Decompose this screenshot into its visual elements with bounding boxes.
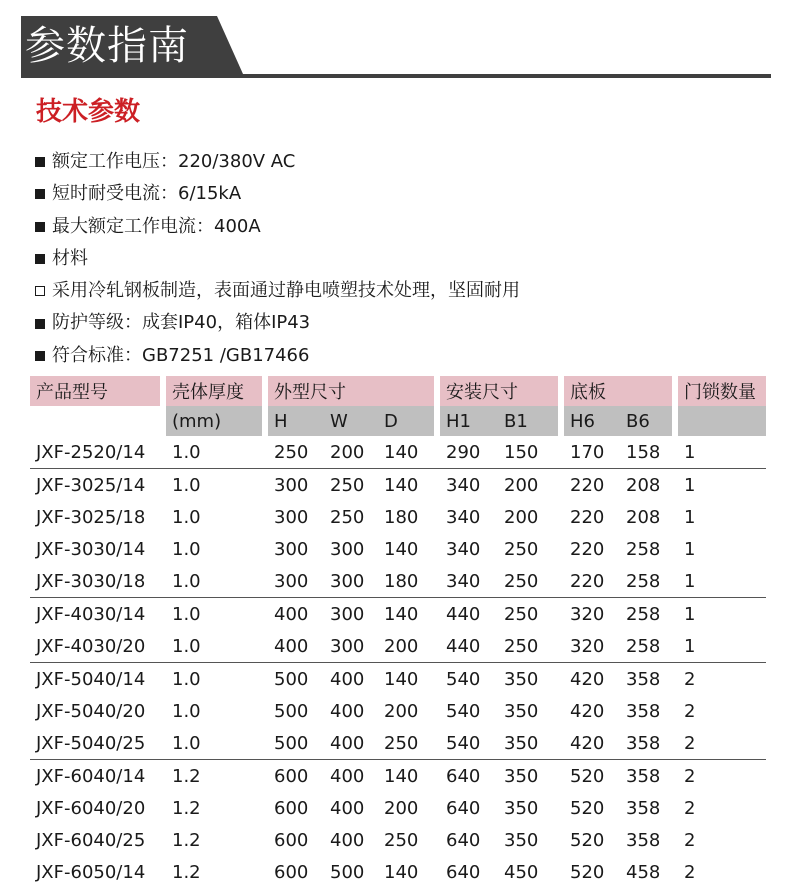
- cell-thickness: 1.0: [166, 663, 262, 696]
- cell-locks: 1: [678, 598, 766, 631]
- cell-H1: 640: [446, 861, 481, 883]
- cell-D: 200: [384, 797, 419, 819]
- page-title: 参数指南: [25, 23, 189, 69]
- cell-W: 300: [324, 598, 378, 631]
- cell-W: 250: [330, 506, 365, 528]
- cell-B6: 358: [626, 732, 661, 754]
- cell-H6: 520: [564, 760, 620, 793]
- cell-locks: 1: [684, 538, 696, 560]
- cell-H6: 220: [570, 538, 605, 560]
- subheader-H1: H1: [440, 406, 498, 436]
- cell-H6: 420: [570, 732, 605, 754]
- cell-B6: 358: [626, 829, 661, 851]
- cell-B1: 200: [504, 506, 539, 528]
- cell-D: 140: [378, 598, 434, 631]
- cell-H: 300: [274, 506, 309, 528]
- cell-D: 140: [384, 861, 419, 883]
- cell-D: 200: [384, 635, 419, 657]
- cell-H: 300: [274, 570, 309, 592]
- cell-D: 140: [384, 441, 419, 463]
- cell-H6: 520: [570, 797, 605, 819]
- cell-W: 250: [324, 469, 378, 502]
- cell-B6: 358: [620, 663, 672, 696]
- cell-thickness: 1.0: [172, 538, 201, 560]
- table-header-row: [30, 376, 766, 406]
- subheader-H: H: [268, 406, 324, 436]
- cell-W: 300: [330, 635, 365, 657]
- cell-B1: 250: [504, 635, 539, 657]
- cell-thickness: 1.2: [166, 760, 262, 793]
- cell-H1: 540: [440, 663, 498, 696]
- cell-H6: 220: [564, 469, 620, 502]
- table-row: [30, 533, 766, 565]
- cell-B1: 350: [504, 829, 539, 851]
- table-row: [30, 663, 766, 696]
- cell-model: JXF-4030/20: [36, 635, 146, 657]
- cell-W: 400: [330, 732, 365, 754]
- cell-B6: 258: [626, 635, 661, 657]
- cell-W: 200: [330, 441, 365, 463]
- cell-H: 600: [268, 760, 324, 793]
- spec-text: 最大额定工作电流：400A: [52, 215, 261, 237]
- cell-B1: 250: [504, 538, 539, 560]
- cell-H: 400: [268, 598, 324, 631]
- cell-model: JXF-3030/14: [36, 538, 146, 560]
- cell-W: 300: [330, 538, 365, 560]
- table-row: [30, 824, 766, 856]
- cell-W: 400: [324, 663, 378, 696]
- cell-B6: 358: [620, 760, 672, 793]
- cell-D: 140: [378, 663, 434, 696]
- cell-B6: 358: [626, 700, 661, 722]
- cell-H1: 340: [446, 538, 481, 560]
- cell-D: 140: [384, 538, 419, 560]
- table-row: [30, 501, 766, 533]
- hollow-square-bullet-icon: [35, 286, 45, 296]
- cell-model: JXF-6040/20: [36, 797, 146, 819]
- cell-locks: 1: [684, 441, 696, 463]
- cell-model: JXF-6040/25: [36, 829, 146, 851]
- filled-square-bullet-icon: [35, 351, 45, 361]
- cell-locks: 2: [678, 663, 766, 696]
- cell-model: JXF-3025/18: [36, 506, 146, 528]
- filled-square-bullet-icon: [35, 319, 45, 329]
- cell-B1: 350: [504, 797, 539, 819]
- header-door-locks: 门锁数量: [678, 376, 766, 406]
- spec-item: [35, 243, 755, 275]
- cell-H6: 520: [570, 829, 605, 851]
- cell-B6: 258: [620, 598, 672, 631]
- cell-locks: 2: [684, 829, 696, 851]
- spec-text: 防护等级：成套IP40，箱体IP43: [52, 312, 311, 334]
- cell-locks: 2: [684, 732, 696, 754]
- cell-thickness: 1.2: [172, 861, 201, 883]
- header-mounting-dimensions: 安装尺寸: [440, 376, 558, 406]
- spec-item: [35, 211, 755, 243]
- cell-H6: 320: [570, 635, 605, 657]
- cell-locks: 2: [684, 861, 696, 883]
- spec-text: 符合标准：GB7251 /GB17466: [52, 344, 310, 366]
- filled-square-bullet-icon: [35, 157, 45, 167]
- cell-H: 300: [268, 469, 324, 502]
- banner-underline: [21, 74, 771, 78]
- spec-list: [35, 146, 755, 372]
- cell-model: JXF-4030/14: [30, 598, 160, 631]
- filled-square-bullet-icon: [35, 222, 45, 232]
- spec-item: [35, 178, 755, 210]
- cell-W: 300: [330, 570, 365, 592]
- cell-B6: 208: [626, 506, 661, 528]
- cell-B1: 350: [498, 663, 558, 696]
- cell-W: 400: [324, 760, 378, 793]
- spec-text: 采用冷轧钢板制造，表面通过静电喷塑技术处理，坚固耐用: [52, 280, 520, 302]
- cell-H1: 540: [446, 700, 481, 722]
- cell-H: 500: [274, 732, 309, 754]
- filled-square-bullet-icon: [35, 189, 45, 199]
- cell-model: JXF-5040/25: [36, 732, 146, 754]
- cell-D: 200: [384, 700, 419, 722]
- table-row: [30, 856, 766, 888]
- header-banner: [21, 16, 771, 78]
- table-row: [30, 792, 766, 824]
- cell-B6: 208: [620, 469, 672, 502]
- spec-text: 材料: [52, 247, 88, 269]
- cell-B1: 350: [498, 760, 558, 793]
- cell-H6: 170: [570, 441, 605, 463]
- cell-locks: 2: [678, 760, 766, 793]
- cell-locks: 1: [684, 570, 696, 592]
- cell-H: 500: [268, 663, 324, 696]
- cell-H: 400: [274, 635, 309, 657]
- header-model: 产品型号: [30, 376, 160, 406]
- cell-thickness: 1.0: [172, 700, 201, 722]
- table-row: [30, 760, 766, 793]
- header-thickness: 壳体厚度: [166, 376, 262, 406]
- cell-model: JXF-3030/18: [36, 570, 146, 592]
- cell-thickness: 1.2: [172, 829, 201, 851]
- cell-model: JXF-6040/14: [30, 760, 160, 793]
- cell-D: 140: [378, 760, 434, 793]
- cell-H1: 340: [446, 570, 481, 592]
- cell-H1: 540: [446, 732, 481, 754]
- cell-W: 400: [330, 829, 365, 851]
- cell-thickness: 1.2: [172, 797, 201, 819]
- cell-D: 140: [378, 469, 434, 502]
- header-outer-dimensions: 外型尺寸: [268, 376, 434, 406]
- cell-locks: 1: [678, 469, 766, 502]
- cell-H1: 340: [446, 506, 481, 528]
- cell-D: 180: [384, 570, 419, 592]
- cell-thickness: 1.0: [172, 732, 201, 754]
- table-row: [30, 695, 766, 727]
- cell-W: 400: [330, 700, 365, 722]
- cell-B1: 200: [498, 469, 558, 502]
- cell-H1: 440: [440, 598, 498, 631]
- cell-model: JXF-2520/14: [36, 441, 146, 463]
- cell-thickness: 1.0: [172, 506, 201, 528]
- cell-B6: 258: [626, 570, 661, 592]
- cell-B1: 350: [504, 700, 539, 722]
- cell-H1: 340: [440, 469, 498, 502]
- cell-thickness: 1.0: [166, 598, 262, 631]
- cell-H6: 520: [570, 861, 605, 883]
- cell-thickness: 1.0: [172, 441, 201, 463]
- cell-B6: 358: [626, 797, 661, 819]
- cell-W: 500: [330, 861, 365, 883]
- table-row: [30, 598, 766, 631]
- subheader-W: W: [324, 406, 378, 436]
- cell-B6: 458: [626, 861, 661, 883]
- parameter-table: [30, 376, 766, 888]
- table-row: [30, 436, 766, 469]
- cell-thickness: 1.0: [172, 635, 201, 657]
- cell-D: 250: [384, 732, 419, 754]
- cell-locks: 2: [684, 700, 696, 722]
- cell-thickness: 1.0: [166, 469, 262, 502]
- cell-B1: 250: [504, 570, 539, 592]
- section-title: 技术参数: [36, 97, 141, 127]
- cell-B6: 158: [626, 441, 661, 463]
- cell-model: JXF-5040/14: [30, 663, 160, 696]
- header-base-plate: 底板: [564, 376, 672, 406]
- cell-H1: 640: [446, 829, 481, 851]
- cell-D: 250: [384, 829, 419, 851]
- cell-H: 500: [274, 700, 309, 722]
- cell-H: 600: [274, 829, 309, 851]
- cell-locks: 1: [684, 635, 696, 657]
- cell-H: 600: [274, 797, 309, 819]
- cell-W: 400: [330, 797, 365, 819]
- cell-H1: 440: [446, 635, 481, 657]
- cell-H1: 640: [440, 760, 498, 793]
- subheader-D: D: [378, 406, 434, 436]
- table-row: [30, 469, 766, 502]
- spec-text: 短时耐受电流：6/15kA: [52, 183, 242, 205]
- cell-H: 300: [274, 538, 309, 560]
- spec-item: [35, 307, 755, 339]
- filled-square-bullet-icon: [35, 254, 45, 264]
- cell-locks: 1: [684, 506, 696, 528]
- cell-H6: 220: [570, 506, 605, 528]
- cell-thickness: 1.0: [172, 570, 201, 592]
- table-subheader-row: [30, 406, 766, 436]
- cell-H1: 290: [446, 441, 481, 463]
- spec-text: 额定工作电压：220/380V AC: [52, 151, 296, 172]
- cell-H: 600: [274, 861, 309, 883]
- cell-D: 180: [384, 506, 419, 528]
- spec-item: [35, 340, 755, 372]
- cell-model: JXF-3025/14: [30, 469, 160, 502]
- subheader-B1: B1: [498, 406, 558, 436]
- table-row: [30, 630, 766, 663]
- cell-B1: 250: [498, 598, 558, 631]
- cell-H6: 420: [570, 700, 605, 722]
- cell-locks: 2: [684, 797, 696, 819]
- spec-item: [35, 146, 755, 178]
- cell-H6: 320: [564, 598, 620, 631]
- cell-model: JXF-6050/14: [36, 861, 146, 883]
- cell-B1: 350: [504, 732, 539, 754]
- cell-B6: 258: [626, 538, 661, 560]
- subheader-unit: (mm): [166, 406, 262, 436]
- cell-H1: 640: [446, 797, 481, 819]
- cell-B1: 450: [504, 861, 539, 883]
- cell-H6: 220: [570, 570, 605, 592]
- cell-B1: 150: [504, 441, 539, 463]
- cell-H6: 420: [564, 663, 620, 696]
- subheader-H6: H6: [564, 406, 620, 436]
- table-row: [30, 565, 766, 598]
- cell-H: 250: [274, 441, 309, 463]
- spec-item: [35, 275, 755, 307]
- subheader-B6: B6: [620, 406, 672, 436]
- table-row: [30, 727, 766, 760]
- cell-model: JXF-5040/20: [36, 700, 146, 722]
